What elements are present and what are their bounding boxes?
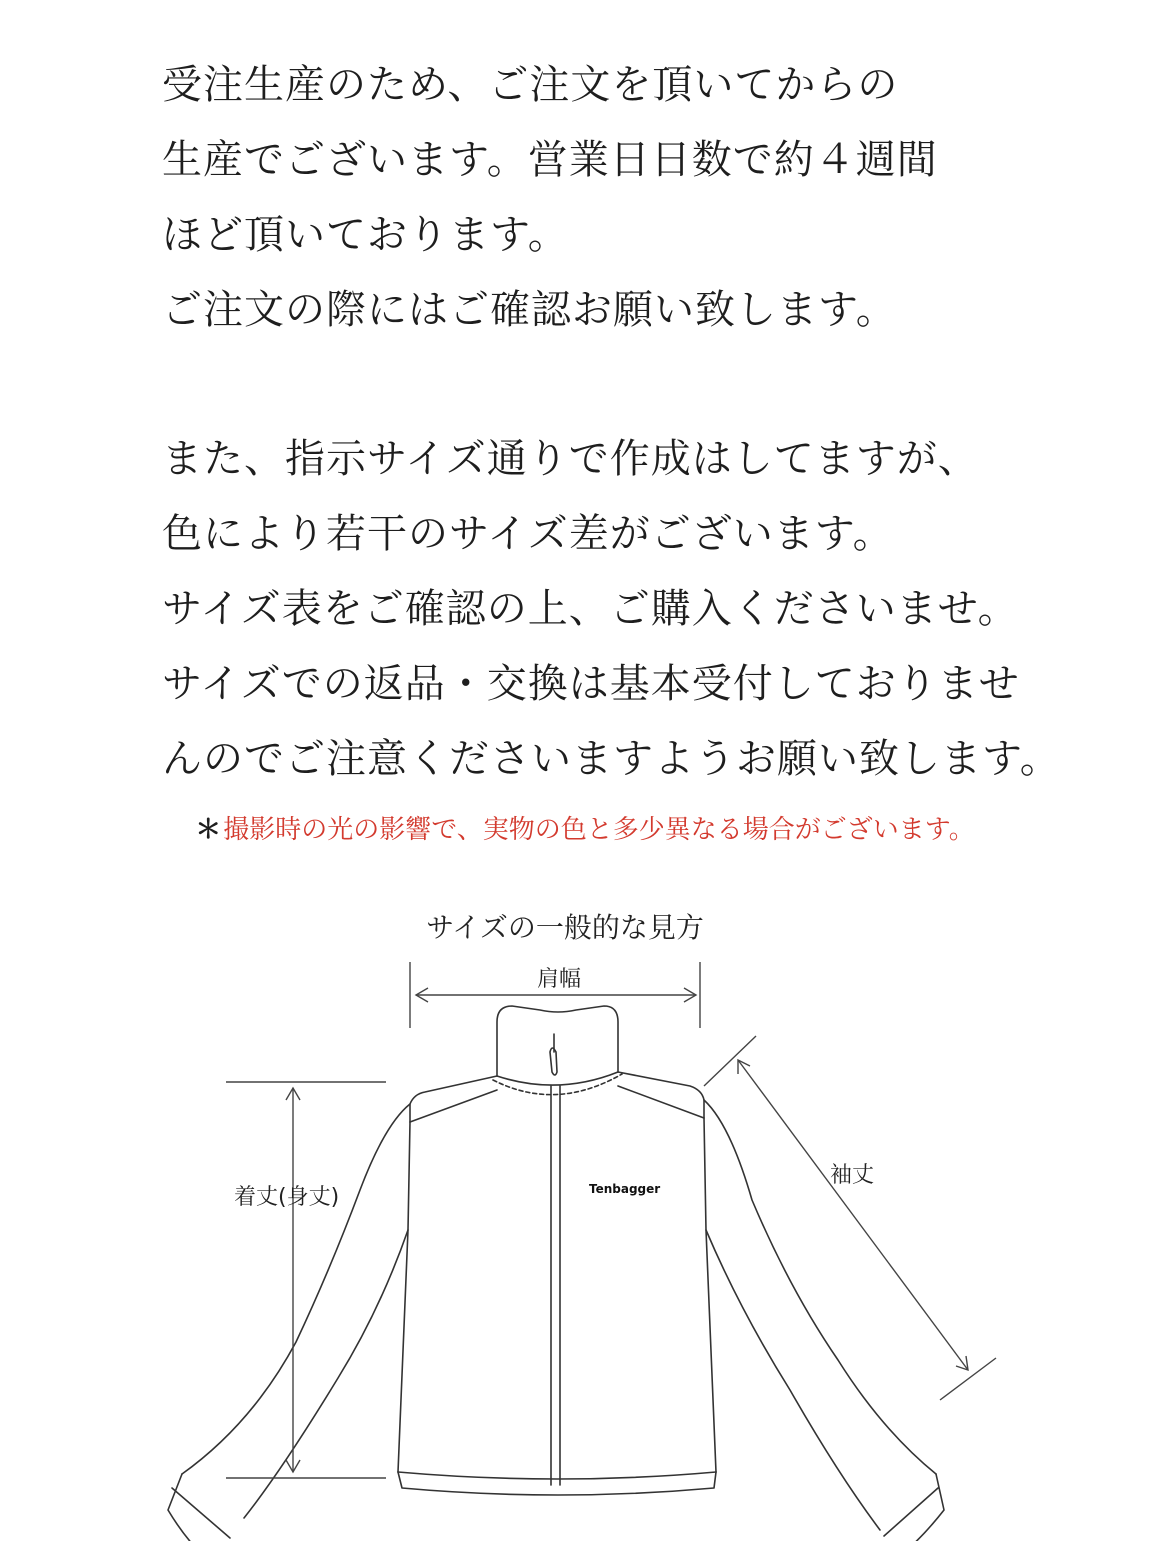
jacket-illustration xyxy=(0,890,1170,1541)
color-disclaimer xyxy=(0,808,1170,852)
notice-line: 色により若干のサイズ差がございます。 xyxy=(162,511,894,557)
notice-line: サイズでの返品・交換は基本受付しておりませ xyxy=(162,661,1020,707)
size-diagram xyxy=(0,890,1170,1541)
notice-line: ご注文の際にはご確認お願い致します。 xyxy=(162,287,897,333)
body-length-label: 着丈(身丈) xyxy=(234,1185,340,1210)
brand-logo: Tenbagger xyxy=(589,1182,661,1196)
order-notice-paragraph xyxy=(162,48,938,348)
shoulder-width-label: 肩幅 xyxy=(537,967,582,992)
notice-line: んのでご注意くださいますようお願い致します。 xyxy=(162,736,1061,782)
diagram-title: サイズの一般的な見方 xyxy=(426,911,704,944)
disclaimer-text: 撮影時の光の影響で、実物の色と多少異なる場合がございます。 xyxy=(223,815,975,845)
notice-line: ほど頂いております。 xyxy=(162,212,569,258)
asterisk-icon: ＊ xyxy=(195,815,222,845)
sleeve-length-label: 袖丈 xyxy=(830,1163,875,1188)
size-notice-paragraph xyxy=(162,422,1061,797)
notice-line: サイズ表をご確認の上、ご購入くださいませ。 xyxy=(162,586,1019,632)
notice-line: 生産でございます。営業日日数で約４週間 xyxy=(162,137,938,183)
notice-line: また、指示サイズ通りで作成はしてますが、 xyxy=(162,436,979,482)
notice-line: 受注生産のため、ご注文を頂いてからの xyxy=(162,62,899,108)
